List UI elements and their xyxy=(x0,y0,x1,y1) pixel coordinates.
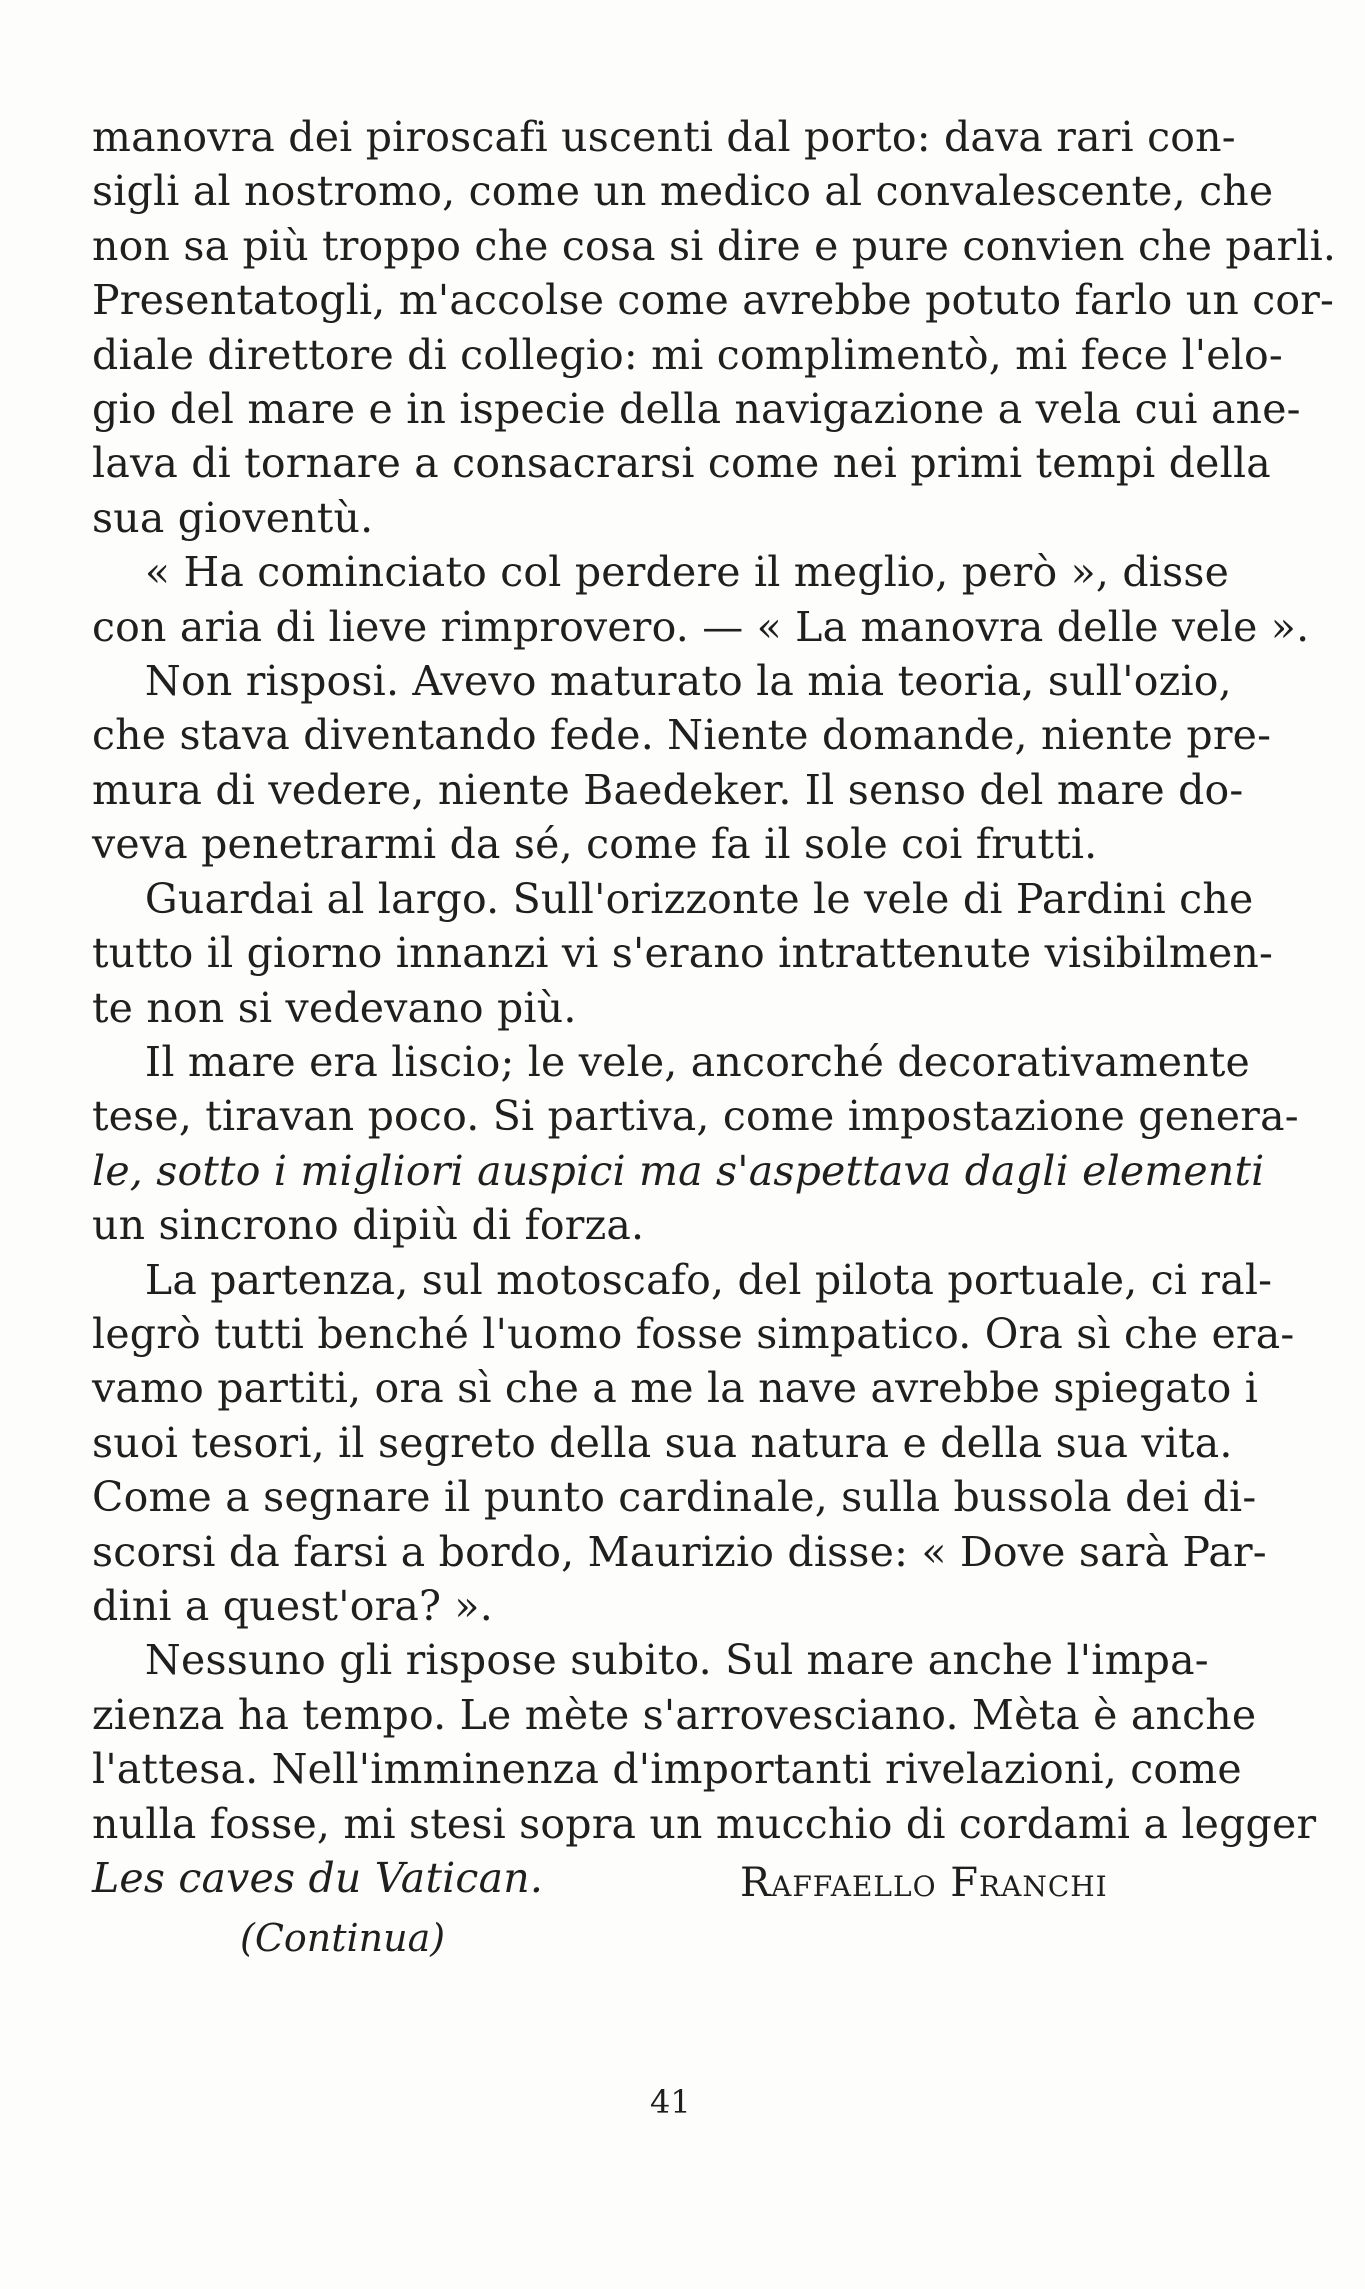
body-text xyxy=(92,110,1337,1905)
text-line: te non si vedevano più. xyxy=(92,983,577,1032)
text-line: suoi tesori, il segreto della sua natura e della sua vita. xyxy=(92,1418,1233,1467)
text-line: veva penetrarmi da sé, come fa il sole coi frutti. xyxy=(92,820,1098,869)
text-line: « Ha cominciato col perdere il meglio, però », disse xyxy=(92,548,1230,597)
text-line: nulla fosse, mi stesi sopra un mucchio di cordami a legger xyxy=(92,1799,1317,1848)
text-line: l'attesa. Nell'imminenza d'importanti rivelazioni, come xyxy=(92,1745,1242,1794)
text-line: sigli al nostromo, come un medico al convalescente, che xyxy=(92,167,1274,216)
text-line: Presentatogli, m'accolse come avrebbe potuto farlo un cor- xyxy=(92,276,1335,325)
text-line: tutto il giorno innanzi vi s'erano intrattenute visibilmen- xyxy=(92,929,1274,978)
text-line: diale direttore di collegio: mi complimentò, mi fece l'elo- xyxy=(92,330,1283,379)
text-line: scorsi da farsi a bordo, Maurizio disse: « Dove sarà Par- xyxy=(92,1527,1267,1576)
text-line: con aria di lieve rimprovero. — « La manovra delle vele ». xyxy=(92,602,1310,651)
text-line: gio del mare e in ispecie della navigazione a vela cui ane- xyxy=(92,385,1301,434)
text-line: manovra dei piroscafi uscenti dal porto: dava rari con- xyxy=(92,113,1236,161)
text-line: dini a quest'ora? ». xyxy=(92,1581,493,1630)
text-line: Come a segnare il punto cardinale, sulla bussola dei di- xyxy=(92,1473,1257,1522)
text-line: non sa più troppo che cosa si dire e pure convien che parli. xyxy=(92,221,1337,270)
text-line: vamo partiti, ora sì che a me la nave avrebbe spiegato i xyxy=(92,1364,1259,1413)
text-line: tese, tiravan poco. Si partiva, come impostazione genera- xyxy=(92,1092,1299,1141)
text-line: Il mare era liscio; le vele, ancorché decorativamente xyxy=(92,1037,1251,1086)
author-signature: Raffaello Franchi xyxy=(740,1860,1108,1906)
text-line: Guardai al largo. Sull'orizzonte le vele di Pardini che xyxy=(92,874,1254,923)
text-line: La partenza, sul motoscafo, del pilota portuale, ci ral- xyxy=(92,1255,1273,1304)
page-number: 41 xyxy=(650,2083,691,2121)
continued-note: (Continua) xyxy=(240,1916,446,1960)
text-line: legrò tutti benché l'uomo fosse simpatico. Ora sì che era- xyxy=(92,1309,1295,1358)
text-line: sua gioventù. xyxy=(92,493,374,542)
text-line: Nessuno gli rispose subito. Sul mare anche l'impa- xyxy=(92,1636,1209,1685)
text-line: che stava diventando fede. Niente domande, niente pre- xyxy=(92,711,1272,760)
text-line: zienza ha tempo. Le mète s'arrovesciano. Mèta è anche xyxy=(92,1690,1257,1739)
text-line: Non risposi. Avevo maturato la mia teoria, sull'ozio, xyxy=(92,657,1232,706)
book-title-line: Les caves du Vatican. xyxy=(92,1854,544,1902)
text-line: un sincrono dipiù di forza. xyxy=(92,1201,645,1250)
text-line: mura di vedere, niente Baedeker. Il senso del mare do- xyxy=(92,765,1244,814)
text-line: le, sotto i migliori auspici ma s'aspettava dagli elementi xyxy=(92,1146,1265,1195)
text-line: lava di tornare a consacrarsi come nei primi tempi della xyxy=(92,439,1271,488)
